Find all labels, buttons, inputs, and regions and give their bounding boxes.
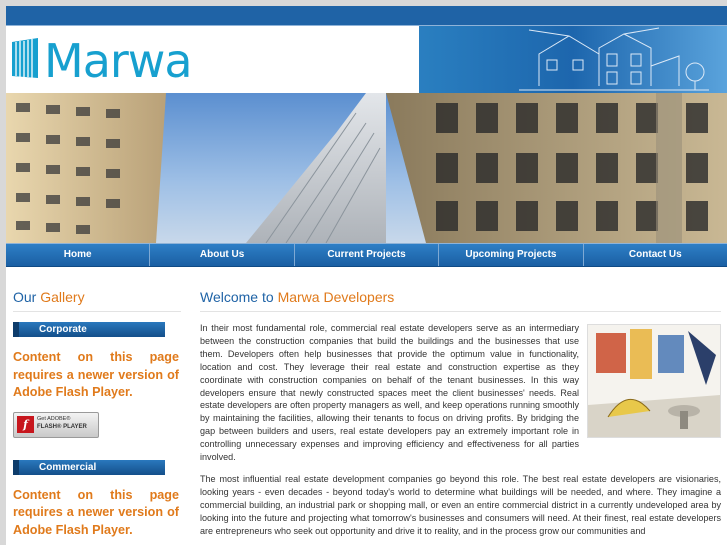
get-flash-player-button[interactable] [13, 412, 99, 438]
main-nav [6, 243, 727, 267]
sidebar-gallery [13, 289, 181, 545]
nav-home[interactable]: Home [6, 244, 150, 266]
vision-paragraph: The most influential real estate development companies go beyond this role. The best real estate developers are visionaries, looking years - even decades - beyond today's world to determine what buildings will be needed, and where. They imagine a commercial building, an industrial park or shopping mall, or even an entire commercial district in a currently undeveloped area by looking into the future and projecting what tomorrow's businesses and consumers will need. At their finest, real estate developers are entrepreneurs who seek out opportunity and drive it to reality, and in the process grow our communities and [200, 473, 721, 536]
buildings-banner-image [6, 93, 727, 243]
gallery-title-accent: Gallery [40, 289, 85, 305]
logo-text: Marwa [44, 34, 192, 88]
welcome-title-prefix: Welcome to [200, 289, 274, 305]
interior-design-image [587, 324, 721, 438]
main-content [200, 289, 721, 545]
top-bar [6, 6, 727, 26]
nav-current-projects[interactable]: Current Projects [295, 244, 439, 266]
flash-logo-icon: f [17, 416, 34, 433]
welcome-title-accent: Marwa Developers [277, 289, 395, 305]
header [6, 26, 727, 93]
corporate-section-header: Corporate [13, 322, 165, 337]
flash-message: Content on this page requires a newer version of Adobe Flash Player. [13, 350, 179, 399]
flash-message: Content on this page requires a newer version of Adobe Flash Player. [13, 487, 179, 537]
page [6, 6, 727, 545]
flash-button-line2: FLASH® PLAYER [37, 423, 87, 430]
divider [13, 311, 181, 312]
house-sketch-image [419, 26, 727, 93]
site-logo[interactable] [6, 30, 216, 92]
nav-contact-us[interactable]: Contact Us [628, 249, 682, 260]
commercial-section-header: Commercial [13, 460, 165, 475]
gallery-title [13, 289, 181, 305]
nav-upcoming-projects[interactable]: Upcoming Projects [439, 244, 583, 266]
divider [200, 311, 721, 312]
nav-about-us[interactable]: About Us [150, 244, 294, 266]
building-logo-icon [8, 36, 42, 80]
welcome-title [200, 289, 721, 305]
gallery-title-prefix: Our [13, 289, 37, 305]
intro-paragraph: In their most fundamental role, commercial real estate developers serve as an intermediary between the construction companies that build the buildings and the businesses that use them. Developers often help businesses that provide the optimum value in functionality, location and cost. They leverage their real estate and construction expertise as they coordinate with construction companies on behalf of the tenant businesses. In this way developers ensure that newly constructed spaces meet the client businesses' needs. Real estate developers are often property managers as well, and keep operations running smoothly by maintaining the facilities, allowing their tenants to focus on driving profits. By bridging the gap between builders and users, real estate developers pay an extremely important role in controlling unnecessary expenses and improving efficiency and effectiveness for all parties involved. [200, 323, 579, 463]
flash-button-line1: Get ADOBE® [37, 415, 71, 422]
